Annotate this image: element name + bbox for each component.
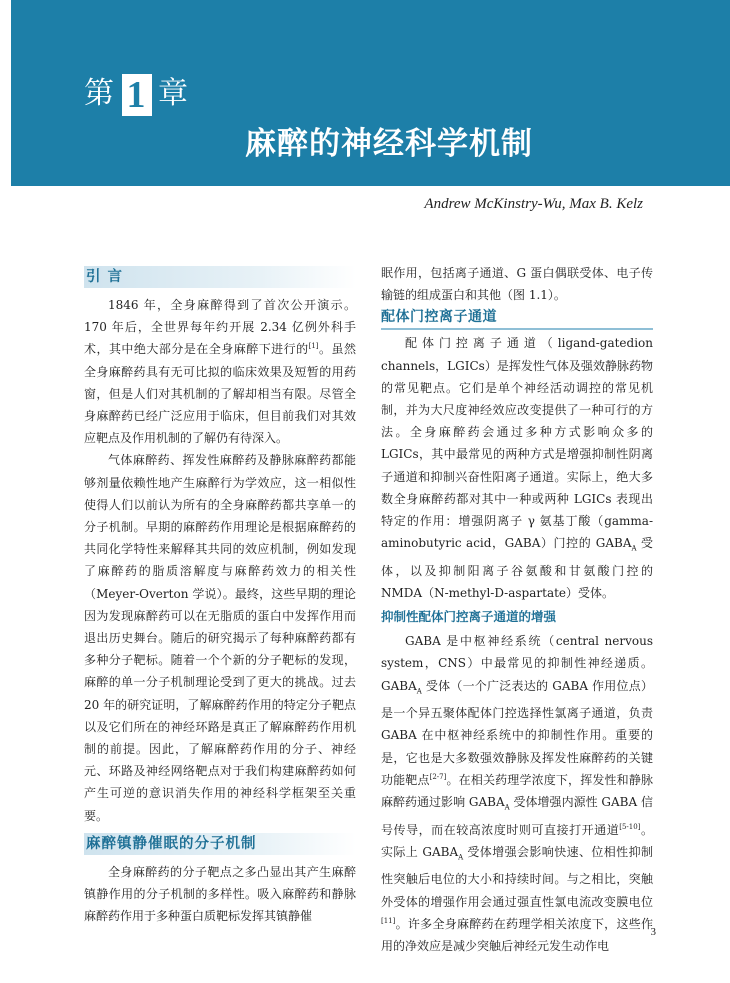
section-heading-intro: 引 言: [84, 266, 356, 288]
chapter-prefix: 第: [84, 76, 116, 111]
citation-ref[interactable]: [11]: [381, 916, 396, 925]
page-number: 3: [650, 926, 656, 938]
intro-paragraph-1: 1846 年，全身麻醉得到了首次公开演示。170 年后，全世界每年约开展 2.34 亿例外科手术，其中绝大部分是在全身麻醉下进行的[1]。虽然全身麻醉药具有无可比拟的临床效果及短暂的用药窗，但是人们对其机制的了解却相当有限。尽管全身麻醉药已经广泛应用于临床，但目前我们对其效应靶点及作用机制的了解仍有待深入。: [84, 298, 356, 446]
section-heading-ligand-gated: 配体门控离子通道: [381, 306, 653, 330]
continued-paragraph: 眠作用，包括离子通道、G 蛋白偶联受体、电子传输链的组成蛋白和其他（图 1.1）。: [381, 266, 653, 303]
chapter-suffix: 章: [158, 76, 190, 111]
citation-ref[interactable]: [2-7]: [429, 772, 447, 781]
sedation-paragraph-1: 全身麻醉药的分子靶点之多凸显出其产生麻醉镇静作用的分子机制的多样性。吸入麻醉药和静脉麻醉药作用于多种蛋白质靶标发挥其镇静催: [84, 864, 356, 924]
ligand-paragraph-1: 配体门控离子通道（ligand-gatedion channels，LGICs）是挥发性气体及强效静脉药物的常见靶点。它们是单个神经活动调控的常见机制，并为大尺度神经效应改变提供了一种可行的方法。全身麻醉药会通过多种方式影响众多的 LGICs，其中最常见的两种方式是增强抑制性阴离子通道和抑制兴奋性阳离子通道。实际上，绝大多数全身麻醉药都对其中一种或两种 LGICs 表现出特定的作用：增强阴离子 γ 氨基丁酸（gamma-aminobutyric acid，GABA）门控的 $GABA_A$ 受体，以及抑制阳离子谷氨酸和甘氨酸门控的 NMDA（N-methyl-D-aspartate）受体。: [381, 336, 653, 601]
subsection-heading-inhibitory: 抑制性配体门控离子通道的增强: [381, 609, 557, 625]
chapter-header-banner: [11, 0, 730, 186]
chapter-number-badge: 1: [122, 74, 152, 116]
citation-ref[interactable]: [5-10]: [619, 822, 641, 831]
inhibitory-paragraph-1: GABA 是中枢神经系统（central nervous system，CNS）中最常见的抑制性神经递质。$GABA_A$ 受体（一个广泛表达的 GABA 作用位点）是一个异五聚体配体门控选择性氯离子通道，负责 GABA 在中枢神经系统中的抑制性作用。重要的是，它也是大多数强效静脉及挥发性麻醉药的关键功能靶点[2-7]。在相关药理学浓度下，挥发性和静脉麻醉药通过影响 $GABA_A$ 受体增强内源性 GABA 信号传导，而在较高浓度时则可直接打开通道[5-10]。实际上 $GABA_A$ 受体增强会影响快速、位相性抑制性突触后电位的大小和持续时间。与之相比，突触外受体的增强作用会通过强直性氯电流改变膜电位[11]。许多全身麻醉药在药理学相关浓度下，这些作用的净效应是减少突触后神经元发生动作电: [381, 634, 653, 954]
authors-line: Andrew McKinstry-Wu, Max B. Kelz: [424, 196, 643, 212]
chapter-label: [84, 68, 190, 116]
right-column: [381, 262, 653, 957]
chapter-title: 麻醉的神经科学机制: [245, 126, 533, 162]
left-column: [84, 262, 356, 927]
section-heading-sedation: 麻醉镇静催眠的分子机制: [84, 833, 356, 855]
citation-ref[interactable]: [1]: [308, 342, 319, 351]
intro-paragraph-2: 气体麻醉药、挥发性麻醉药及静脉麻醉药都能够剂量依赖性地产生麻醉行为学效应，这一相似性使得人们以前认为所有的全身麻醉药都共享单一的分子机制。早期的麻醉药作用理论是根据麻醉药的共同化学特性来解释其共同的效应机制，例如发现了麻醉药的脂质溶解度与麻醉药效力的相关性（Meyer-Overton 学说）。最终，这些早期的理论因为发现麻醉药可以在无脂质的蛋白中发挥作用而退出历史舞台。随后的研究揭示了每种麻醉药都有多种分子靶标。随着一个个新的分子靶标的发现，麻醉的单一分子机制理论受到了更大的挑战。过去 20 年的研究证明，了解麻醉药作用的特定分子靶点以及它们所在的神经环路是真正了解麻醉药作用机制的前提。因此，了解麻醉药作用的分子、神经元、环路及神经网络靶点对于我们构建麻醉药如何产生可逆的意识消失作用的神经科学框架至关重要。: [84, 453, 356, 823]
